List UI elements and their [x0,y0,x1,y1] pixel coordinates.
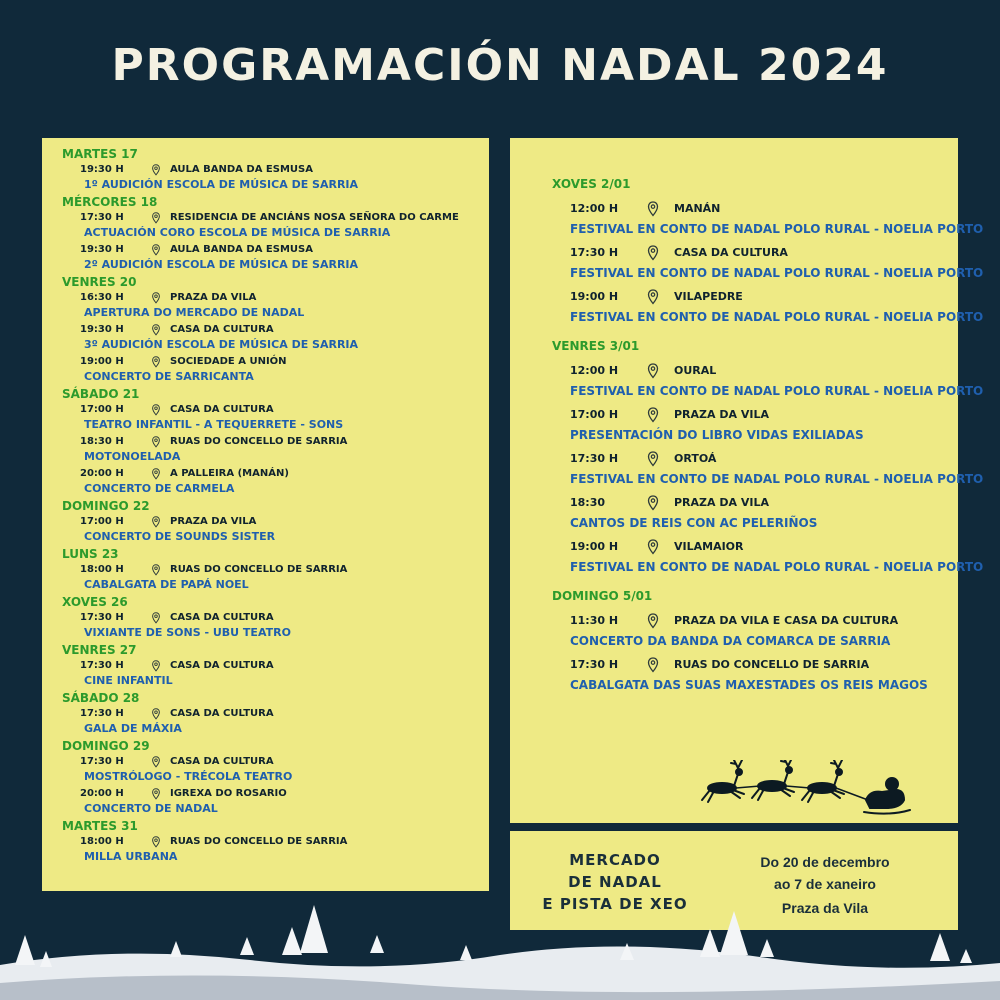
event-time: 17:00 H [80,516,124,527]
event-description: CONCERTO DE SOUNDS SISTER [84,530,276,543]
event-place: RUAS DO CONCELLO DE SARRIA [170,436,348,447]
event-description: MOTONOELADA [84,450,181,463]
day-heading: LUNS 23 [62,547,119,561]
event-time: 19:30 H [80,244,124,255]
location-pin-icon [644,613,662,629]
event-place: CASA DA CULTURA [170,756,274,767]
event-row [62,610,479,625]
day-heading: DOMINGO 29 [62,739,150,753]
day-group [552,175,984,327]
event-row [62,290,479,305]
event-place: ORTOÁ [674,452,717,465]
day-heading: MARTES 31 [62,819,138,833]
event-description: ACTUACIÓN CORO ESCOLA DE MÚSICA DE SARRIA [84,226,391,239]
event-description: CONCERTO DE SARRICANTA [84,370,254,383]
event-place: CASA DA CULTURA [170,612,274,623]
event-description: 1º AUDICIÓN ESCOLA DE MÚSICA DE SARRIA [84,178,359,191]
day-group [62,387,479,497]
event-time: 17:30 H [80,212,124,223]
event-time: 17:30 H [80,708,124,719]
event-time: 17:30 H [570,452,619,465]
day-heading: MARTES 17 [62,147,138,161]
event-item [552,449,984,489]
schedule-january-panel [510,138,984,823]
day-heading: DOMINGO 22 [62,499,150,513]
event-place: CASA DA CULTURA [170,660,274,671]
event-place: VILAPEDRE [674,290,743,303]
event-description: GALA DE MÁXIA [84,722,182,735]
event-time: 16:30 H [80,292,124,303]
event-place: PRAZA DA VILA [674,496,769,509]
market-name-line: DE NADAL [568,873,662,891]
event-time: 17:30 H [570,658,619,671]
event-row [552,287,948,307]
day-group [62,195,479,273]
event-item [62,402,479,433]
event-item [62,162,479,193]
event-row [62,322,479,337]
location-pin-icon [644,363,662,379]
event-place: PRAZA DA VILA [674,408,769,421]
event-item [62,242,479,273]
event-description: FESTIVAL EN CONTO DE NADAL POLO RURAL - NOELIA PORTO [570,310,984,324]
event-row [62,514,479,529]
day-group [62,147,479,193]
location-pin-icon [644,657,662,673]
day-heading: XOVES 26 [62,595,128,609]
event-description: 2º AUDICIÓN ESCOLA DE MÚSICA DE SARRIA [84,258,359,271]
event-item [552,493,948,533]
location-pin-icon [148,292,164,304]
event-item [62,210,479,241]
location-pin-icon [644,289,662,305]
location-pin-icon [148,836,164,848]
event-time: 17:00 H [570,408,619,421]
event-time: 17:30 H [570,246,619,259]
event-item [62,562,479,593]
event-time: 17:30 H [80,660,124,671]
location-pin-icon [148,564,164,576]
event-item [62,658,479,689]
location-pin-icon [644,407,662,423]
event-item [62,610,479,641]
event-place: MANÁN [674,202,721,215]
location-pin-icon [148,660,164,672]
event-place: RESIDENCIA DE ANCIÁNS NOSA SEÑORA DO CARME [170,212,459,223]
day-heading: VENRES 20 [62,275,137,289]
event-item [62,354,479,385]
day-group [62,595,479,641]
day-heading: MÉRCORES 18 [62,195,158,209]
event-row [62,834,479,849]
location-pin-icon [148,788,164,800]
event-row [62,210,479,225]
event-time: 19:00 H [570,290,619,303]
event-item [552,655,948,695]
location-pin-icon [148,212,164,224]
event-row [62,466,479,481]
event-place: A PALLEIRA (MANÁN) [170,468,289,479]
day-group [552,587,948,695]
event-place: CASA DA CULTURA [170,708,274,719]
location-pin-icon [148,708,164,720]
event-time: 19:30 H [80,164,124,175]
event-time: 11:30 H [570,614,619,627]
event-item [552,611,948,651]
event-item [552,243,984,283]
event-place: PRAZA DA VILA E CASA DA CULTURA [674,614,899,627]
event-description: FESTIVAL EN CONTO DE NADAL POLO RURAL - NOELIA PORTO [570,222,984,236]
event-time: 12:00 H [570,364,619,377]
event-description: TEATRO INFANTIL - A TEQUERRETE - SONS [84,418,344,431]
event-place: AULA BANDA DA ESMUSA [170,244,313,255]
reindeer-sleigh-icon [700,760,920,820]
event-time: 18:00 H [80,836,124,847]
event-item [552,361,984,401]
day-heading: SÁBADO 28 [62,691,140,705]
event-time: 17:30 H [80,612,124,623]
event-row [62,354,479,369]
location-pin-icon [148,756,164,768]
location-pin-icon [148,164,164,176]
event-description: 3º AUDICIÓN ESCOLA DE MÚSICA DE SARRIA [84,338,359,351]
location-pin-icon [644,201,662,217]
location-pin-icon [644,451,662,467]
event-description: CONCERTO DE NADAL [84,802,218,815]
page-title: PROGRAMACIÓN NADAL 2024 [111,40,889,91]
event-time: 18:30 [570,496,606,509]
event-place: RUAS DO CONCELLO DE SARRIA [674,658,870,671]
schedule-december-panel [42,138,489,891]
event-row [552,611,948,631]
event-item [62,834,479,865]
event-row [552,361,948,381]
event-time: 12:00 H [570,202,619,215]
event-item [62,786,479,817]
market-name-line: E PISTA DE XEO [542,895,688,913]
event-time: 17:00 H [80,404,124,415]
day-group [62,643,479,689]
event-place: IGREXA DO ROSARIO [170,788,287,799]
event-description: FESTIVAL EN CONTO DE NADAL POLO RURAL - NOELIA PORTO [570,266,984,280]
event-time: 19:00 H [80,356,124,367]
event-description: MOSTRÓLOGO - TRÉCOLA TEATRO [84,770,293,783]
event-row [62,434,479,449]
event-row [552,537,948,557]
market-location: Praza da Vila [781,900,869,916]
day-group [62,275,479,385]
day-group [62,819,479,865]
event-place: PRAZA DA VILA [170,516,257,527]
market-name-line: MERCADO [569,851,661,869]
event-description: CONCERTO DE CARMELA [84,482,235,495]
event-place: RUAS DO CONCELLO DE SARRIA [170,836,348,847]
event-row [552,405,948,425]
market-date-line: ao 7 de xaneiro [774,876,876,892]
snowy-trees-icon [0,905,1000,1000]
event-place: VILAMAIOR [674,540,744,553]
location-pin-icon [644,495,662,511]
event-description: FESTIVAL EN CONTO DE NADAL POLO RURAL - NOELIA PORTO [570,384,984,398]
event-place: CASA DA CULTURA [674,246,788,259]
event-description: CABALGATA DE PAPÁ NOEL [84,578,249,591]
location-pin-icon [644,245,662,261]
day-group [62,547,479,593]
event-place: CASA DA CULTURA [170,404,274,415]
event-row [62,754,479,769]
day-group [62,499,479,545]
event-item [552,405,948,445]
event-row [552,449,948,469]
event-description: VIXIANTE DE SONS - UBU TEATRO [84,626,291,639]
day-heading: VENRES 27 [62,643,137,657]
event-description: CANTOS DE REIS CON AC PELERIÑOS [570,516,818,530]
event-item [62,754,479,785]
location-pin-icon [148,468,164,480]
event-row [62,242,479,257]
location-pin-icon [148,404,164,416]
event-row [552,199,948,219]
day-group [62,739,479,817]
event-description: PRESENTACIÓN DO LIBRO VIDAS EXILIADAS [570,428,864,442]
event-row [62,402,479,417]
event-place: PRAZA DA VILA [170,292,257,303]
event-row [62,786,479,801]
day-heading: VENRES 3/01 [552,339,640,353]
event-description: APERTURA DO MERCADO DE NADAL [84,306,305,319]
event-item [62,514,479,545]
event-row [62,562,479,577]
event-item [552,199,984,239]
location-pin-icon [148,356,164,368]
event-time: 19:30 H [80,324,124,335]
event-item [62,706,479,737]
event-time: 17:30 H [80,756,124,767]
location-pin-icon [148,516,164,528]
day-heading: DOMINGO 5/01 [552,589,653,603]
event-description: FESTIVAL EN CONTO DE NADAL POLO RURAL - NOELIA PORTO [570,560,984,574]
event-time: 20:00 H [80,788,124,799]
location-pin-icon [148,436,164,448]
event-description: FESTIVAL EN CONTO DE NADAL POLO RURAL - NOELIA PORTO [570,472,984,486]
event-description: CINE INFANTIL [84,674,173,687]
location-pin-icon [148,324,164,336]
event-time: 18:00 H [80,564,124,575]
location-pin-icon [148,244,164,256]
event-description: CONCERTO DA BANDA DA COMARCA DE SARRIA [570,634,891,648]
event-item [62,290,479,321]
event-description: MILLA URBANA [84,850,178,863]
location-pin-icon [148,612,164,624]
event-description: CABALGATA DAS SUAS MAXESTADES OS REIS MAGOS [570,678,928,692]
day-heading: SÁBADO 21 [62,387,140,401]
event-row [552,243,948,263]
event-time: 20:00 H [80,468,124,479]
event-time: 19:00 H [570,540,619,553]
event-item [62,466,479,497]
day-group [552,337,984,577]
event-place: SOCIEDADE A UNIÓN [170,356,287,367]
day-group [62,691,479,737]
event-row [552,655,948,675]
event-row [552,493,948,513]
event-item [552,287,984,327]
event-place: OURAL [674,364,717,377]
location-pin-icon [644,539,662,555]
market-date-line: Do 20 de decembro [760,854,890,870]
event-place: RUAS DO CONCELLO DE SARRIA [170,564,348,575]
event-place: CASA DA CULTURA [170,324,274,335]
event-time: 18:30 H [80,436,124,447]
event-item [62,322,479,353]
event-item [62,434,479,465]
event-row [62,162,479,177]
event-place: AULA BANDA DA ESMUSA [170,164,313,175]
event-row [62,706,479,721]
event-row [62,658,479,673]
event-item [552,537,984,577]
day-heading: XOVES 2/01 [552,177,631,191]
